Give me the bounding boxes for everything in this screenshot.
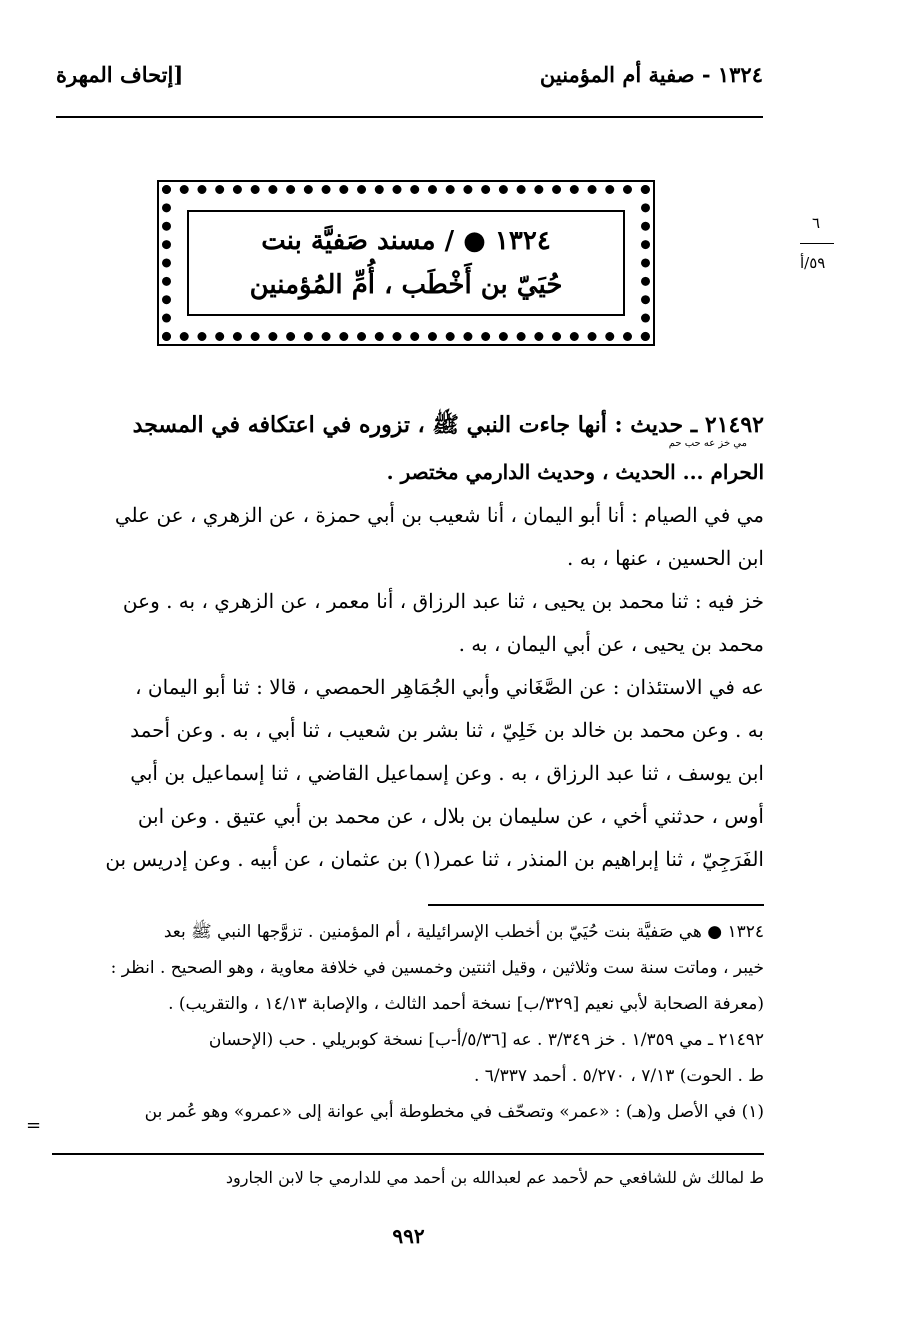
margin-note-rule xyxy=(800,243,834,244)
running-title: ١٣٢٤ - صفية أم المؤمنين xyxy=(539,62,763,87)
hadith-source-abbreviations: مي خز عه حب حم xyxy=(668,438,747,449)
footnote-line: ٢١٤٩٢ ـ مي ١/٣٥٩ . خز ٣/٣٤٩ . عه [٥/٣٦/أ-ب] نسخة كوبريلي . حب (الإحسان xyxy=(208,1030,764,1050)
footnote-rule xyxy=(428,904,764,906)
footnote-line: (معرفة الصحابة لأبي نعيم [٣٢٩/ب] نسخة أحمد الثالث ، والإصابة ١٤/١٣ ، والتقريب) . xyxy=(168,994,764,1014)
footnote-line: (١) في الأصل و(هـ) : «عمر» وتصحّف في مخطوطة أبي عوانة إلى «عمرو» وهو عُمر بن xyxy=(144,1102,764,1122)
heading-box xyxy=(187,210,625,316)
text-line: أوس ، حدثني أخي ، عن سليمان بن بلال ، عن محمد بن أبي عتيق . وعن ابن xyxy=(137,804,764,828)
heading-line-2: حُيَيّ بن أَخْطَب ، أُمِّ المُؤمنين xyxy=(249,270,563,300)
text-line: الفَرَجِيّ ، ثنا إبراهيم بن المنذر ، ثنا عمر(١) بن عثمان ، عن أبيه . وعن إدريس بن xyxy=(105,847,764,871)
text-line: ابن الحسين ، عنها ، به . xyxy=(567,546,764,570)
ornamental-heading-frame xyxy=(157,180,655,346)
text-line: محمد بن يحيى ، عن أبي اليمان ، به . xyxy=(458,632,764,656)
text-line: ابن يوسف ، ثنا عبد الرزاق ، به . وعن إسماعيل القاضي ، ثنا إسماعيل بن أبي xyxy=(130,761,764,785)
heading-line-1: ١٣٢٤ ● / مسند صَفيَّة بنت xyxy=(261,226,551,256)
text-line: خز فيه : ثنا محمد بن يحيى ، ثنا عبد الرزاق ، أنا معمر ، عن الزهري ، به . وعن xyxy=(122,589,764,613)
book-title: [إتحاف المهرة xyxy=(56,62,184,87)
text-line: به . وعن محمد بن خالد بن خَلِيّ ، ثنا بشر بن شعيب ، ثنا أبي ، به . وعن أحمد xyxy=(130,718,764,742)
main-text xyxy=(52,404,764,881)
footnotes xyxy=(52,914,764,1130)
margin-note-top: ٦ xyxy=(812,214,821,232)
key-rule xyxy=(52,1153,764,1155)
text-line: الحرام ... الحديث ، وحديث الدارمي مختصر . xyxy=(386,460,764,484)
page-number: ٩٩٢ xyxy=(392,1224,425,1248)
abbreviation-key: ط لمالك ش للشافعي حم لأحمد عم لعبدالله بن أحمد مي للدارمي جا لابن الجارود xyxy=(225,1168,764,1187)
footnote-line: خيبر ، وماتت سنة ست وثلاثين ، وقيل اثنتين وخمسين في خلافة معاوية ، وهو الصحيح . انظر : xyxy=(110,958,764,978)
text-line: عه في الاستئذان : عن الصَّغَاني وأبي الجُمَاهِر الحمصي ، قالا : ثنا أبو اليمان ، xyxy=(135,675,764,699)
margin-note-bottom: ٥٩/أ xyxy=(800,254,826,272)
text-line: ٢١٤٩٢ ـ حديث : أنها جاءت النبي ﷺ ، تزوره في اعتكافه في المسجد xyxy=(132,412,764,438)
footnote-line: ط . الحوت) ٧/١٣ ، ٥/٢٧٠ . أحمد ٦/٣٣٧ . xyxy=(473,1066,764,1086)
header-rule xyxy=(56,116,763,118)
text-line: مي في الصيام : أنا أبو اليمان ، أنا شعيب بن أبي حمزة ، عن الزهري ، عن علي xyxy=(114,503,764,527)
continuation-mark: = xyxy=(26,1115,42,1136)
footnote-line: ١٣٢٤ ● هي صَفيَّة بنت حُيَيّ بن أخطب الإسرائيلية ، أم المؤمنين . تزوَّجها النبي ﷺ بعد xyxy=(163,922,764,942)
